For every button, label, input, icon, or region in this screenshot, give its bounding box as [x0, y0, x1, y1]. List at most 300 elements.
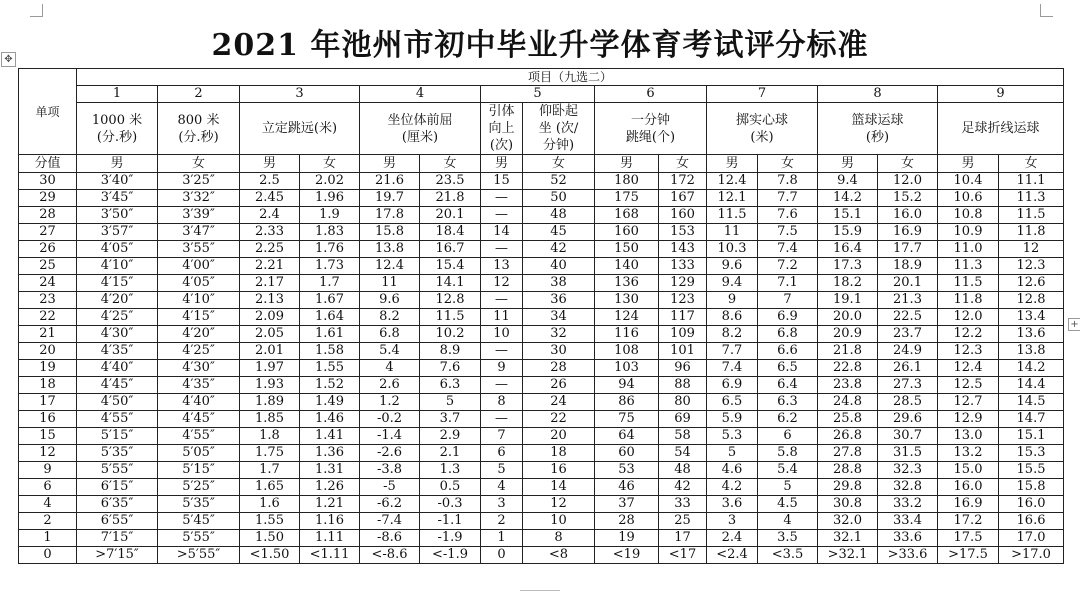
table-row: [19, 343, 1064, 360]
standard-value-cell: 2.05: [240, 326, 300, 343]
standard-value-cell: 11.3: [938, 258, 999, 275]
standard-value-cell: 6.2: [758, 411, 818, 428]
gender-female: 女: [878, 155, 938, 173]
standard-value-cell: 0.5: [420, 479, 481, 496]
score-value-cell: 19: [19, 360, 77, 377]
standard-value-cell: 8.2: [360, 309, 420, 326]
standard-value-cell: 20.1: [420, 207, 481, 224]
standard-value-cell: 2.01: [240, 343, 300, 360]
standard-value-cell: 10.2: [420, 326, 481, 343]
standard-value-cell: 33: [659, 496, 707, 513]
project-number: 6: [595, 86, 707, 103]
standard-value-cell: 4′35″: [158, 377, 240, 394]
standard-value-cell: 5′55″: [77, 462, 158, 479]
standard-value-cell: 4′30″: [158, 360, 240, 377]
table-row: [19, 445, 1064, 462]
standard-value-cell: 28.5: [878, 394, 938, 411]
standard-value-cell: 88: [659, 377, 707, 394]
standard-value-cell: 10: [523, 513, 595, 530]
standard-value-cell: 109: [659, 326, 707, 343]
standard-value-cell: 1.21: [300, 496, 360, 513]
standard-value-cell: 1.16: [300, 513, 360, 530]
standard-value-cell: —: [481, 411, 523, 428]
standard-value-cell: 4′50″: [77, 394, 158, 411]
standard-value-cell: 75: [595, 411, 659, 428]
standard-value-cell: 23.8: [818, 377, 878, 394]
gender-female: 女: [523, 155, 595, 173]
item-label-cell: 单项: [19, 69, 77, 155]
standard-value-cell: 16.7: [420, 241, 481, 258]
standard-value-cell: 11.5: [707, 207, 758, 224]
standard-value-cell: 21.8: [818, 343, 878, 360]
standard-value-cell: 27.8: [818, 445, 878, 462]
table-row: [19, 377, 1064, 394]
score-value-cell: 22: [19, 309, 77, 326]
score-value-cell: 20: [19, 343, 77, 360]
standard-value-cell: 33.2: [878, 496, 938, 513]
standard-value-cell: 140: [595, 258, 659, 275]
standard-value-cell: 12.8: [999, 292, 1064, 309]
standard-value-cell: 14.4: [999, 377, 1064, 394]
table-row: [19, 394, 1064, 411]
standard-value-cell: 8.6: [707, 309, 758, 326]
table-row: [19, 241, 1064, 258]
table-row: [19, 513, 1064, 530]
project-number: 2: [158, 86, 240, 103]
standard-value-cell: 3: [481, 496, 523, 513]
project-number: 9: [938, 86, 1064, 103]
standard-value-cell: —: [481, 377, 523, 394]
standard-value-cell: 53: [595, 462, 659, 479]
standard-value-cell: 4: [481, 479, 523, 496]
standard-value-cell: 12.4: [938, 360, 999, 377]
standard-value-cell: 50: [523, 190, 595, 207]
standard-value-cell: 29.6: [878, 411, 938, 428]
standard-value-cell: 15.8: [999, 479, 1064, 496]
standard-value-cell: 7.4: [758, 241, 818, 258]
table-row: [19, 258, 1064, 275]
project-name-1000m: 1000 米 (分.秒): [77, 103, 158, 155]
project-name-basketball-dribble: 篮球运球 (秒): [818, 103, 938, 155]
standard-value-cell: 13: [481, 258, 523, 275]
standard-value-cell: >32.1: [818, 547, 878, 564]
standard-value-cell: 25.8: [818, 411, 878, 428]
standard-value-cell: >17.0: [999, 547, 1064, 564]
standard-value-cell: 3′47″: [158, 224, 240, 241]
standard-value-cell: 37: [595, 496, 659, 513]
score-value-cell: 16: [19, 411, 77, 428]
gender-female: 女: [758, 155, 818, 173]
standard-value-cell: 17.2: [938, 513, 999, 530]
standard-value-cell: 25: [659, 513, 707, 530]
standard-value-cell: 4′45″: [77, 377, 158, 394]
standard-value-cell: 3′45″: [77, 190, 158, 207]
project-number: 1: [77, 86, 158, 103]
standard-value-cell: 32.1: [818, 530, 878, 547]
score-rows: [19, 173, 1064, 564]
standard-value-cell: 5′35″: [158, 496, 240, 513]
standard-value-cell: -3.8: [360, 462, 420, 479]
standard-value-cell: 143: [659, 241, 707, 258]
project-name-pull-up: 引体 向上 (次): [481, 103, 523, 155]
standard-value-cell: 5: [758, 479, 818, 496]
page-corner-mark-left: [30, 4, 43, 17]
standard-value-cell: 136: [595, 275, 659, 292]
standard-value-cell: 1.8: [240, 428, 300, 445]
standard-value-cell: -8.6: [360, 530, 420, 547]
score-value-cell: 25: [19, 258, 77, 275]
standard-value-cell: 172: [659, 173, 707, 190]
project-name-sit-up: 仰卧起 坐 (次/ 分钟): [523, 103, 595, 155]
standard-value-cell: 103: [595, 360, 659, 377]
standard-value-cell: 0: [481, 547, 523, 564]
score-value-cell: 26: [19, 241, 77, 258]
standard-value-cell: 19.1: [818, 292, 878, 309]
standard-value-cell: 16: [523, 462, 595, 479]
table-row: [19, 530, 1064, 547]
standard-value-cell: 3′39″: [158, 207, 240, 224]
standard-value-cell: 4.5: [758, 496, 818, 513]
standard-value-cell: 2.17: [240, 275, 300, 292]
standard-value-cell: 7.2: [758, 258, 818, 275]
standard-value-cell: 1.9: [300, 207, 360, 224]
standard-value-cell: 94: [595, 377, 659, 394]
standard-value-cell: 5: [707, 445, 758, 462]
gender-female: 女: [158, 155, 240, 173]
standard-value-cell: 27.3: [878, 377, 938, 394]
standard-value-cell: 12: [481, 275, 523, 292]
standard-value-cell: 17.3: [818, 258, 878, 275]
score-value-cell: 24: [19, 275, 77, 292]
standard-value-cell: 6.3: [420, 377, 481, 394]
standard-value-cell: 16.9: [938, 496, 999, 513]
standard-value-cell: 23.7: [878, 326, 938, 343]
table-row: [19, 496, 1064, 513]
standard-value-cell: 8.2: [707, 326, 758, 343]
standard-value-cell: 60: [595, 445, 659, 462]
gender-female: 女: [420, 155, 481, 173]
project-name-shot-ball: 掷实心球 (米): [707, 103, 818, 155]
standard-value-cell: 116: [595, 326, 659, 343]
standard-value-cell: 4′05″: [77, 241, 158, 258]
standard-value-cell: 24: [523, 394, 595, 411]
standard-value-cell: 2.1: [420, 445, 481, 462]
standard-value-cell: 1.6: [240, 496, 300, 513]
standard-value-cell: 17: [659, 530, 707, 547]
standard-value-cell: 5.9: [707, 411, 758, 428]
standard-value-cell: 11.8: [938, 292, 999, 309]
project-number: 5: [481, 86, 595, 103]
standard-value-cell: 17.0: [999, 530, 1064, 547]
standard-value-cell: 6′15″: [77, 479, 158, 496]
standard-value-cell: 1.3: [420, 462, 481, 479]
standard-value-cell: <2.4: [707, 547, 758, 564]
standard-value-cell: 12.7: [938, 394, 999, 411]
standard-value-cell: 11.5: [420, 309, 481, 326]
standard-value-cell: 108: [595, 343, 659, 360]
score-value-cell: 18: [19, 377, 77, 394]
standard-value-cell: 1.83: [300, 224, 360, 241]
standard-value-cell: <1.11: [300, 547, 360, 564]
standard-value-cell: 13.8: [999, 343, 1064, 360]
standard-value-cell: —: [481, 207, 523, 224]
standard-value-cell: 11.5: [938, 275, 999, 292]
standard-value-cell: 3′32″: [158, 190, 240, 207]
standard-value-cell: 14.2: [999, 360, 1064, 377]
standard-value-cell: 1.76: [300, 241, 360, 258]
standard-value-cell: 2: [481, 513, 523, 530]
standard-value-cell: 6′35″: [77, 496, 158, 513]
standard-value-cell: 48: [523, 207, 595, 224]
standard-value-cell: 5′35″: [77, 445, 158, 462]
standard-value-cell: <3.5: [758, 547, 818, 564]
standard-value-cell: 15.1: [999, 428, 1064, 445]
table-row: [19, 428, 1064, 445]
standard-value-cell: 8: [523, 530, 595, 547]
table-row: [19, 224, 1064, 241]
standard-value-cell: 5′05″: [158, 445, 240, 462]
standard-value-cell: 33.4: [878, 513, 938, 530]
standard-value-cell: 6.4: [758, 377, 818, 394]
standard-value-cell: -7.4: [360, 513, 420, 530]
standard-value-cell: 4′00″: [158, 258, 240, 275]
standard-value-cell: 160: [595, 224, 659, 241]
standard-value-cell: 28: [523, 360, 595, 377]
table-row: [19, 462, 1064, 479]
standard-value-cell: 6′55″: [77, 513, 158, 530]
standard-value-cell: 14: [523, 479, 595, 496]
standard-value-cell: 11.3: [999, 190, 1064, 207]
standard-value-cell: 16.6: [999, 513, 1064, 530]
standard-value-cell: 7: [758, 292, 818, 309]
standard-value-cell: 4.2: [707, 479, 758, 496]
standard-value-cell: 3.5: [758, 530, 818, 547]
standard-value-cell: 45: [523, 224, 595, 241]
standard-value-cell: 4′15″: [77, 275, 158, 292]
standard-value-cell: 11.5: [999, 207, 1064, 224]
standard-value-cell: 117: [659, 309, 707, 326]
standard-value-cell: 10.6: [938, 190, 999, 207]
score-standard-table: [18, 68, 1064, 564]
standard-value-cell: 14: [481, 224, 523, 241]
standard-value-cell: -1.4: [360, 428, 420, 445]
standard-value-cell: 4′30″: [77, 326, 158, 343]
standard-value-cell: 7.6: [758, 207, 818, 224]
standard-value-cell: 13.4: [999, 309, 1064, 326]
standard-value-cell: 160: [659, 207, 707, 224]
standard-value-cell: 22.8: [818, 360, 878, 377]
gender-male: 男: [77, 155, 158, 173]
standard-value-cell: 7.8: [758, 173, 818, 190]
standard-value-cell: 1.11: [300, 530, 360, 547]
standard-value-cell: 15.9: [818, 224, 878, 241]
standard-value-cell: 16.0: [938, 479, 999, 496]
standard-value-cell: 1.96: [300, 190, 360, 207]
standard-value-cell: 21.8: [420, 190, 481, 207]
standard-value-cell: 12.1: [707, 190, 758, 207]
gender-male: 男: [240, 155, 300, 173]
standard-value-cell: >7′15″: [77, 547, 158, 564]
standard-value-cell: 46: [595, 479, 659, 496]
standard-value-cell: 5.3: [707, 428, 758, 445]
gender-female: 女: [999, 155, 1064, 173]
standard-value-cell: 15: [481, 173, 523, 190]
standard-value-cell: 180: [595, 173, 659, 190]
project-name-standing-long-jump: 立定跳远(米): [240, 103, 360, 155]
standard-value-cell: 2.4: [240, 207, 300, 224]
standard-value-cell: 11: [707, 224, 758, 241]
standard-value-cell: 26.8: [818, 428, 878, 445]
standard-value-cell: 9.4: [707, 275, 758, 292]
table-row: [19, 207, 1064, 224]
standard-value-cell: 58: [659, 428, 707, 445]
standard-value-cell: -0.2: [360, 411, 420, 428]
standard-value-cell: -2.6: [360, 445, 420, 462]
standard-value-cell: 69: [659, 411, 707, 428]
standard-value-cell: 9.6: [360, 292, 420, 309]
table-move-handle-icon[interactable]: ✥: [1, 52, 16, 67]
standard-value-cell: 21.6: [360, 173, 420, 190]
standard-value-cell: 10.4: [938, 173, 999, 190]
standard-value-cell: 7.7: [707, 343, 758, 360]
standard-value-cell: 17.8: [360, 207, 420, 224]
standard-value-cell: 86: [595, 394, 659, 411]
standard-value-cell: 3′57″: [77, 224, 158, 241]
standard-value-cell: 30.8: [818, 496, 878, 513]
gender-male: 男: [360, 155, 420, 173]
table-row: [19, 190, 1064, 207]
standard-value-cell: 34: [523, 309, 595, 326]
standard-value-cell: 5.4: [758, 462, 818, 479]
gender-male: 男: [595, 155, 659, 173]
standard-value-cell: 7′15″: [77, 530, 158, 547]
standard-value-cell: 5.4: [360, 343, 420, 360]
standard-value-cell: 3′25″: [158, 173, 240, 190]
standard-value-cell: 1: [481, 530, 523, 547]
standard-value-cell: 15.1: [818, 207, 878, 224]
standard-value-cell: 17.5: [938, 530, 999, 547]
standard-value-cell: 4: [360, 360, 420, 377]
standard-value-cell: 12.4: [360, 258, 420, 275]
standard-value-cell: <-1.9: [420, 547, 481, 564]
standard-value-cell: -1.1: [420, 513, 481, 530]
standard-value-cell: 4: [758, 513, 818, 530]
project-name-sit-and-reach: 坐位体前屈 (厘米): [360, 103, 481, 155]
standard-value-cell: 11.1: [999, 173, 1064, 190]
standard-value-cell: 4′25″: [158, 343, 240, 360]
standard-value-cell: 42: [659, 479, 707, 496]
standard-value-cell: 1.31: [300, 462, 360, 479]
standard-value-cell: 9: [707, 292, 758, 309]
standard-value-cell: 12.9: [938, 411, 999, 428]
gender-male: 男: [938, 155, 999, 173]
standard-value-cell: 38: [523, 275, 595, 292]
standard-value-cell: 15.4: [420, 258, 481, 275]
standard-value-cell: 18.4: [420, 224, 481, 241]
standard-value-cell: 2.13: [240, 292, 300, 309]
standard-value-cell: 28.8: [818, 462, 878, 479]
score-value-cell: 4: [19, 496, 77, 513]
standard-value-cell: 11.0: [938, 241, 999, 258]
standard-value-cell: 2.33: [240, 224, 300, 241]
standard-value-cell: —: [481, 190, 523, 207]
standard-value-cell: 12.6: [999, 275, 1064, 292]
standard-value-cell: 1.50: [240, 530, 300, 547]
standard-value-cell: 7.5: [758, 224, 818, 241]
standard-value-cell: 3: [707, 513, 758, 530]
standard-value-cell: 6.5: [707, 394, 758, 411]
standard-value-cell: 4′40″: [77, 360, 158, 377]
standard-value-cell: 33.6: [878, 530, 938, 547]
standard-value-cell: 7.4: [707, 360, 758, 377]
standard-value-cell: 1.89: [240, 394, 300, 411]
standard-value-cell: 10.3: [707, 241, 758, 258]
standard-value-cell: 6.8: [758, 326, 818, 343]
standard-value-cell: 12.3: [938, 343, 999, 360]
standard-value-cell: 4′20″: [77, 292, 158, 309]
standard-value-cell: 13.8: [360, 241, 420, 258]
standard-value-cell: 16.0: [878, 207, 938, 224]
standard-value-cell: 31.5: [878, 445, 938, 462]
standard-value-cell: 2.5: [240, 173, 300, 190]
gender-male: 男: [707, 155, 758, 173]
standard-value-cell: —: [481, 343, 523, 360]
standard-value-cell: 1.61: [300, 326, 360, 343]
standard-value-cell: 4′25″: [77, 309, 158, 326]
standard-value-cell: 6.6: [758, 343, 818, 360]
standard-value-cell: 42: [523, 241, 595, 258]
standard-value-cell: 29.8: [818, 479, 878, 496]
standard-value-cell: 3.6: [707, 496, 758, 513]
standard-value-cell: 24.9: [878, 343, 938, 360]
standard-value-cell: 18.9: [878, 258, 938, 275]
standard-value-cell: 4.6: [707, 462, 758, 479]
standard-value-cell: 13.2: [938, 445, 999, 462]
standard-value-cell: <19: [595, 547, 659, 564]
standard-value-cell: 1.2: [360, 394, 420, 411]
standard-value-cell: 15.2: [878, 190, 938, 207]
standard-value-cell: -6.2: [360, 496, 420, 513]
standard-value-cell: 19: [595, 530, 659, 547]
standard-value-cell: 10: [481, 326, 523, 343]
standard-value-cell: 5′55″: [158, 530, 240, 547]
standard-value-cell: 7.1: [758, 275, 818, 292]
standard-value-cell: 20.0: [818, 309, 878, 326]
standard-value-cell: 32.0: [818, 513, 878, 530]
document-title: 2021 年池州市初中毕业升学体育考试评分标准: [211, 28, 869, 63]
project-name-football-dribble: 足球折线运球: [938, 103, 1064, 155]
score-value-cell: 23: [19, 292, 77, 309]
standard-value-cell: 175: [595, 190, 659, 207]
table-row: [19, 547, 1064, 564]
standard-value-cell: 12.2: [938, 326, 999, 343]
standard-value-cell: 26: [523, 377, 595, 394]
project-header: 项目（九选二）: [77, 69, 1064, 86]
standard-value-cell: 153: [659, 224, 707, 241]
standard-value-cell: 13.0: [938, 428, 999, 445]
standard-value-cell: 2.09: [240, 309, 300, 326]
standard-value-cell: 1.55: [300, 360, 360, 377]
add-column-icon[interactable]: +: [1068, 318, 1080, 331]
table-row: [19, 479, 1064, 496]
standard-value-cell: 16.0: [999, 496, 1064, 513]
standard-value-cell: 123: [659, 292, 707, 309]
score-value-cell: 9: [19, 462, 77, 479]
score-value-cell: 27: [19, 224, 77, 241]
standard-value-cell: 4′35″: [77, 343, 158, 360]
standard-value-cell: 40: [523, 258, 595, 275]
standard-value-cell: 7: [481, 428, 523, 445]
